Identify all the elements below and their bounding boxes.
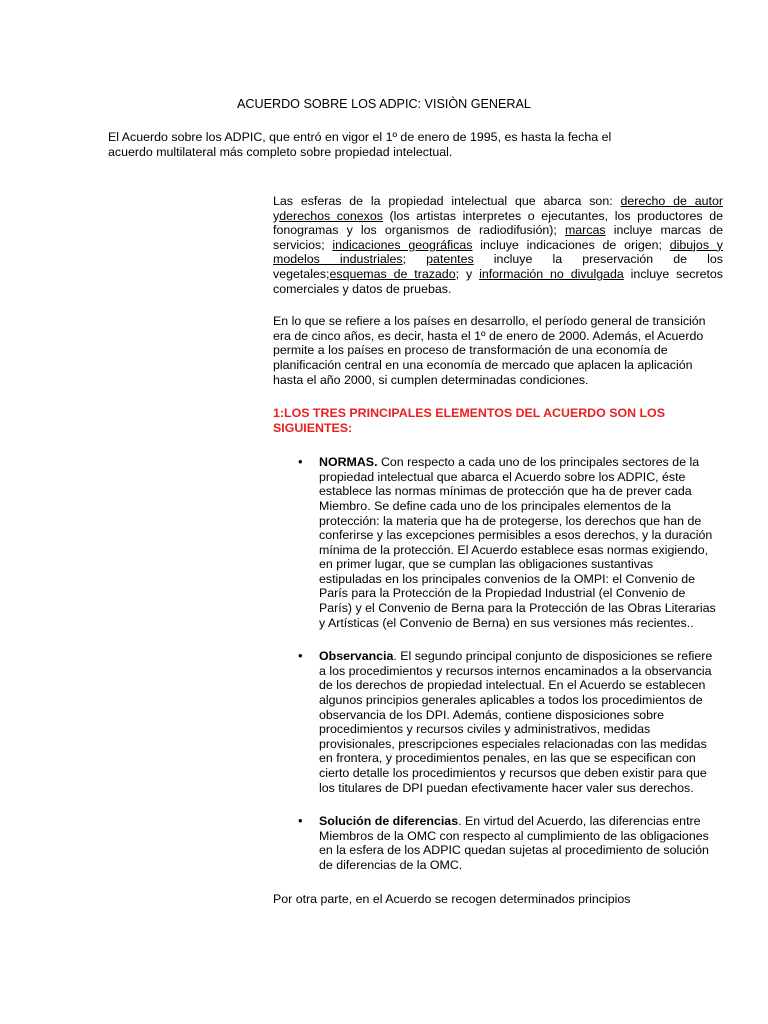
intro-line: El Acuerdo sobre los ADPIC, que entró en vigor el 1º de enero de 1995, es hasta la fecha el [108, 130, 612, 144]
main-content [273, 194, 723, 906]
list-item-text: protección: la materia que ha de protegerse, los derechos que han de [319, 513, 702, 528]
list-item-text: algunos principios generales aplicables a todos los procedimientos de [319, 693, 703, 708]
link-dibujos-y-modelos-industriales[interactable]: dibujos y modelos industriales [273, 237, 723, 267]
heading-line: SIGUIENTES: [273, 421, 353, 436]
text: incluye secretos comerciales y datos de pruebas. [273, 266, 723, 296]
bullet-icon: • [298, 648, 303, 664]
bullet-icon: • [298, 454, 303, 470]
text: . En virtud del Acuerdo, las diferencias entre [458, 814, 701, 829]
transition-line: planificación central en una economía de mercado que aplacen la aplicación [273, 357, 693, 372]
list-item-observancia [273, 649, 723, 795]
list-item-text: en primer lugar, que se cumplan las obligaciones sustantivas [319, 557, 654, 572]
page-title: ACUERDO SOBRE LOS ADPIC: VISIÒN GENERAL [237, 97, 531, 111]
list-item-text: de los derechos de propiedad intelectual. En el Acuerdo se establecen [319, 678, 706, 693]
list-item-text: a los procedimientos y recursos internos encaminados a la observancia [319, 663, 712, 678]
link-patentes[interactable]: patentes [426, 252, 474, 267]
list-item-text: procedimientos y recursos civiles y administrativos, medidas [319, 722, 651, 737]
list-item-text: Miembros de la OMC con respecto al cumplimiento de las obligaciones [319, 828, 709, 843]
transition-line: permite a los países en proceso de transformación de una economía de [273, 343, 668, 358]
transition-line: hasta el año 2000, si cumplen determinadas condiciones. [273, 372, 589, 387]
transition-line: era de cinco años, es decir, hasta el 1º de enero de 2000. Además, el Acuerdo [273, 328, 704, 343]
list-item-text: mínima de la protección. El Acuerdo establece esas normas exigiendo, [319, 542, 709, 557]
text: incluye indicaciones de origen; [472, 237, 670, 252]
link-indicaciones-geograficas[interactable]: indicaciones geográficas [332, 237, 473, 252]
text: incluye marcas de servicios; [273, 223, 723, 252]
elements-list [273, 455, 723, 872]
link-derecho-de-autor[interactable]: derecho de autor [620, 194, 724, 208]
text: . El segundo principal conjunto de disposiciones se refiere [393, 649, 713, 664]
text: ; [402, 252, 427, 267]
list-item-text: provisionales, prescripciones especiales relacionadas con las medidas [319, 736, 707, 751]
list-item-text: Miembro. Se define cada uno de los principales elementos de la [319, 498, 671, 513]
text: (los artistas interpretes o ejecutantes, los productores de fonogramas y los organismos de radiodifusión); [273, 208, 723, 238]
list-item-text: estipuladas en los principales convenios de la OMPI: el Convenio de [319, 571, 696, 586]
list-item-text: de diferencias de la OMC. [319, 857, 463, 872]
list-item-solucion-de-diferencias [273, 814, 723, 872]
link-informacion-no-divulgada[interactable]: información no divulgada [479, 266, 624, 281]
list-item-text: cierto detalle los procedimientos y recursos que deben existir para que [319, 766, 707, 780]
section-heading [273, 406, 723, 436]
intro-line: acuerdo multilateral más completo sobre propiedad intelectual. [108, 144, 453, 159]
list-item-text: en la esfera de los ADPIC quedan sujetas al procedimiento de solución [319, 843, 709, 858]
bullet-icon: • [298, 813, 303, 829]
list-item-normas [273, 455, 723, 630]
text: ; y [455, 266, 480, 281]
list-item-text: los titulares de DPI puedan efectivamente hacer valer sus derechos. [319, 780, 694, 795]
list-item-text: y Artísticas (el Convenio de Berna) en sus versiones más recientes.. [319, 615, 694, 630]
link-derechos-conexos[interactable]: derechos conexos [279, 208, 383, 223]
link-marcas[interactable]: marcas [564, 223, 606, 238]
text: incluye la preservación de los vegetales; [273, 252, 723, 281]
text: Con respecto a cada uno de los principales sectores de la [377, 455, 700, 470]
list-item-text [319, 814, 723, 829]
list-item-text: conferirse y las excepciones permisibles a esos derechos, y la duración [319, 528, 713, 543]
closing-paragraph: Por otra parte, en el Acuerdo se recogen determinados principios [273, 891, 631, 906]
list-item-text: París) y el Convenio de Berna para la Protección de las Obras Literarias [319, 601, 716, 616]
transition-paragraph [273, 314, 723, 387]
item-label: Observancia [319, 649, 394, 664]
list-item-text: observancia de los DPI. Además, contiene disposiciones sobre [319, 707, 665, 722]
item-label: NORMAS. [319, 455, 378, 470]
spheres-paragraph [273, 194, 723, 296]
list-item-text: propiedad intelectual que abarca el Acuerdo sobre los ADPIC, éste [319, 469, 686, 484]
list-item-text [319, 455, 723, 470]
list-item-text [319, 649, 723, 664]
heading-line: 1:LOS TRES PRINCIPALES ELEMENTOS DEL ACUERDO SON LOS [273, 406, 665, 421]
list-item-text: establece las normas mínimas de protección que ha de prever cada [319, 484, 692, 499]
link-esquemas-de-trazado[interactable]: esquemas de trazado [329, 266, 456, 281]
intro-paragraph [108, 130, 628, 159]
transition-line: En lo que se refiere a los países en desarrollo, el período general de transición [273, 314, 706, 329]
list-item-text: París para la Protección de la Propiedad Industrial (el Convenio de [319, 586, 686, 601]
text: Las esferas de la propiedad intelectual que abarca son: [273, 194, 621, 208]
item-label: Solución de diferencias [319, 814, 459, 829]
text: y [273, 208, 280, 223]
list-item-text: en frontera, y procedimientos penales, en las que se especifican con [319, 751, 696, 766]
